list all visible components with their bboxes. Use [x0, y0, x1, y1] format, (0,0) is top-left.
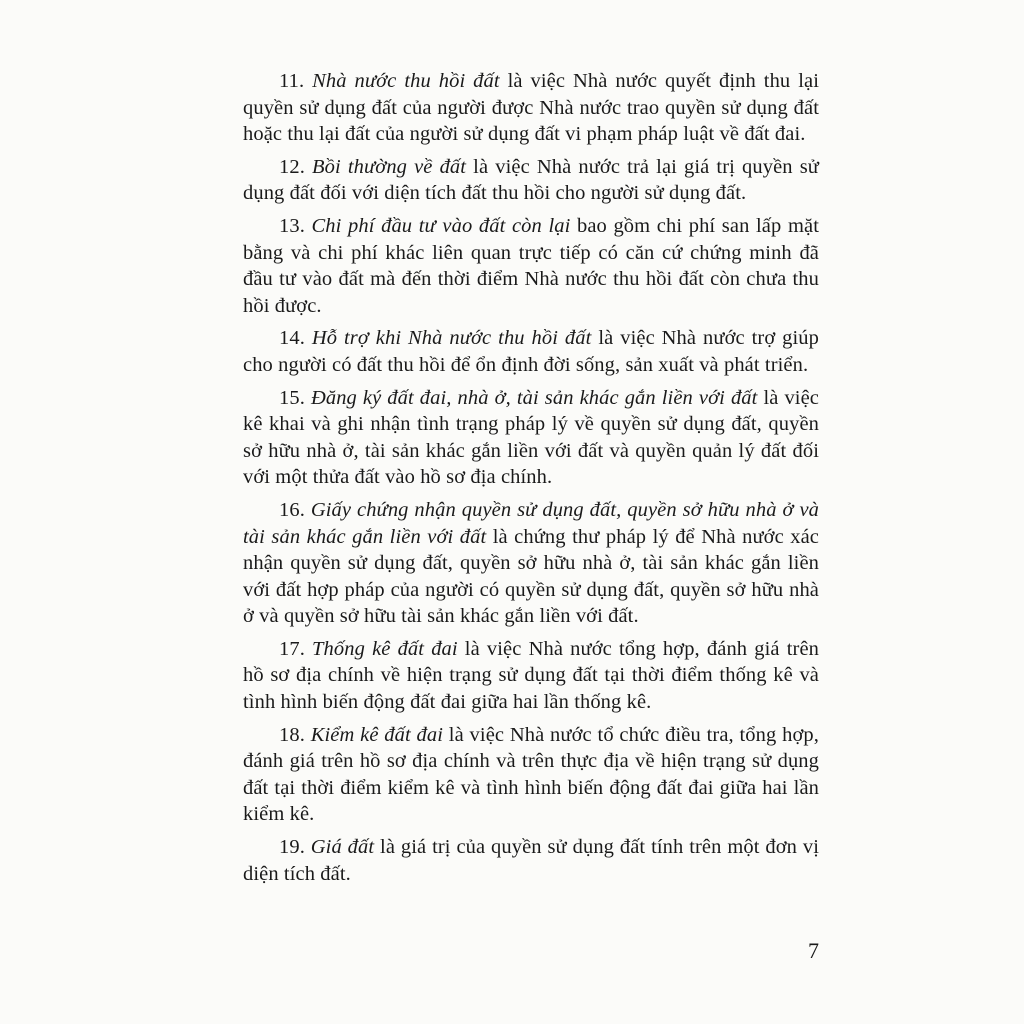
item-number: 12. — [279, 155, 313, 178]
paragraph-15 — [243, 385, 819, 491]
page-number: 7 — [808, 938, 819, 963]
item-number: 14. — [279, 327, 312, 350]
defined-term: Chi phí đầu tư vào đất còn lại — [311, 214, 571, 237]
defined-term: Kiểm kê đất đai — [310, 723, 444, 746]
definition-text: là việc Nhà nước trả lại giá trị quyền sử dụng đất đối với diện tích đất thu hồi cho người sử dụng đất. — [243, 155, 819, 205]
body-text — [243, 68, 819, 893]
definition-text: là việc Nhà nước tổng hợp, đánh giá trên hồ sơ địa chính về hiện trạng sử dụng đất tại thời điểm thống kê và tình hình biến động đất đai giữa hai lần thống kê. — [243, 637, 819, 714]
defined-term: Nhà nước thu hồi đất — [312, 70, 500, 92]
item-number: 19. — [279, 836, 311, 859]
defined-term: Đăng ký đất đai, nhà ở, tài sản khác gắn liền với đất — [310, 386, 758, 409]
paragraph-11 — [243, 68, 819, 148]
definition-text: là việc kê khai và ghi nhận tình trạng pháp lý về quyền sử dụng đất, quyền sở hữu nhà ở, tài sản khác gắn liền với đất và quyền quản lý đất đối với một thửa đất vào hồ sơ địa chính. — [243, 386, 819, 489]
definition-text: bao gồm chi phí san lấp mặt bằng và chi phí khác liên quan trực tiếp có căn cứ chứng minh đã đầu tư vào đất mà đến thời điểm Nhà nước thu hồi đất còn chưa thu hồi được. — [243, 214, 819, 317]
paragraph-17 — [243, 636, 819, 716]
defined-term: Hỗ trợ khi Nhà nước thu hồi đất — [311, 327, 592, 350]
defined-term: Bồi thường về đất — [312, 155, 467, 178]
paragraph-18 — [243, 722, 819, 828]
item-number: 17. — [279, 637, 313, 660]
defined-term: Giá đất — [310, 836, 375, 859]
definition-text: là giá trị của quyền sử dụng đất tính trên một đơn vị diện tích đất. — [243, 836, 819, 885]
item-number: 16. — [279, 498, 311, 521]
definition-text: là việc Nhà nước quyết định thu lại quyền sử dụng đất của người được Nhà nước trao quyền sử dụng đất hoặc thu lại đất của người sử dụng đất vi phạm pháp luật về đất đai. — [243, 70, 820, 146]
paragraph-16 — [243, 497, 819, 630]
item-number: 13. — [279, 214, 312, 237]
defined-term: Thống kê đất đai — [312, 637, 458, 660]
defined-term: Giấy chứng nhận quyền sử dụng đất, quyền sở hữu nhà ở và tài sản khác gắn liền với đất — [243, 498, 819, 548]
paragraph-19 — [243, 834, 819, 887]
paragraph-14 — [243, 325, 819, 378]
definition-text: là chứng thư pháp lý để Nhà nước xác nhận quyền sử dụng đất, quyền sở hữu nhà ở, tài sản khác gắn liền với đất hợp pháp của người có quyền sử dụng đất, quyền sở hữu nhà ở và quyền sở hữu tài sản khác gắn liền với đất. — [243, 525, 819, 628]
item-number: 18. — [279, 723, 311, 746]
item-number: 11. — [279, 70, 313, 92]
definition-text: là việc Nhà nước tổ chức điều tra, tổng hợp, đánh giá trên hồ sơ địa chính và trên thực địa về hiện trạng sử dụng đất tại thời điểm kiểm kê và tình hình biến động đất đai giữa hai lần kiểm kê. — [243, 723, 819, 826]
paragraph-12 — [243, 154, 819, 207]
paragraph-13 — [243, 213, 819, 319]
item-number: 15. — [279, 386, 311, 409]
definition-text: là việc Nhà nước trợ giúp cho người có đất thu hồi để ổn định đời sống, sản xuất và phát triển. — [243, 327, 819, 376]
